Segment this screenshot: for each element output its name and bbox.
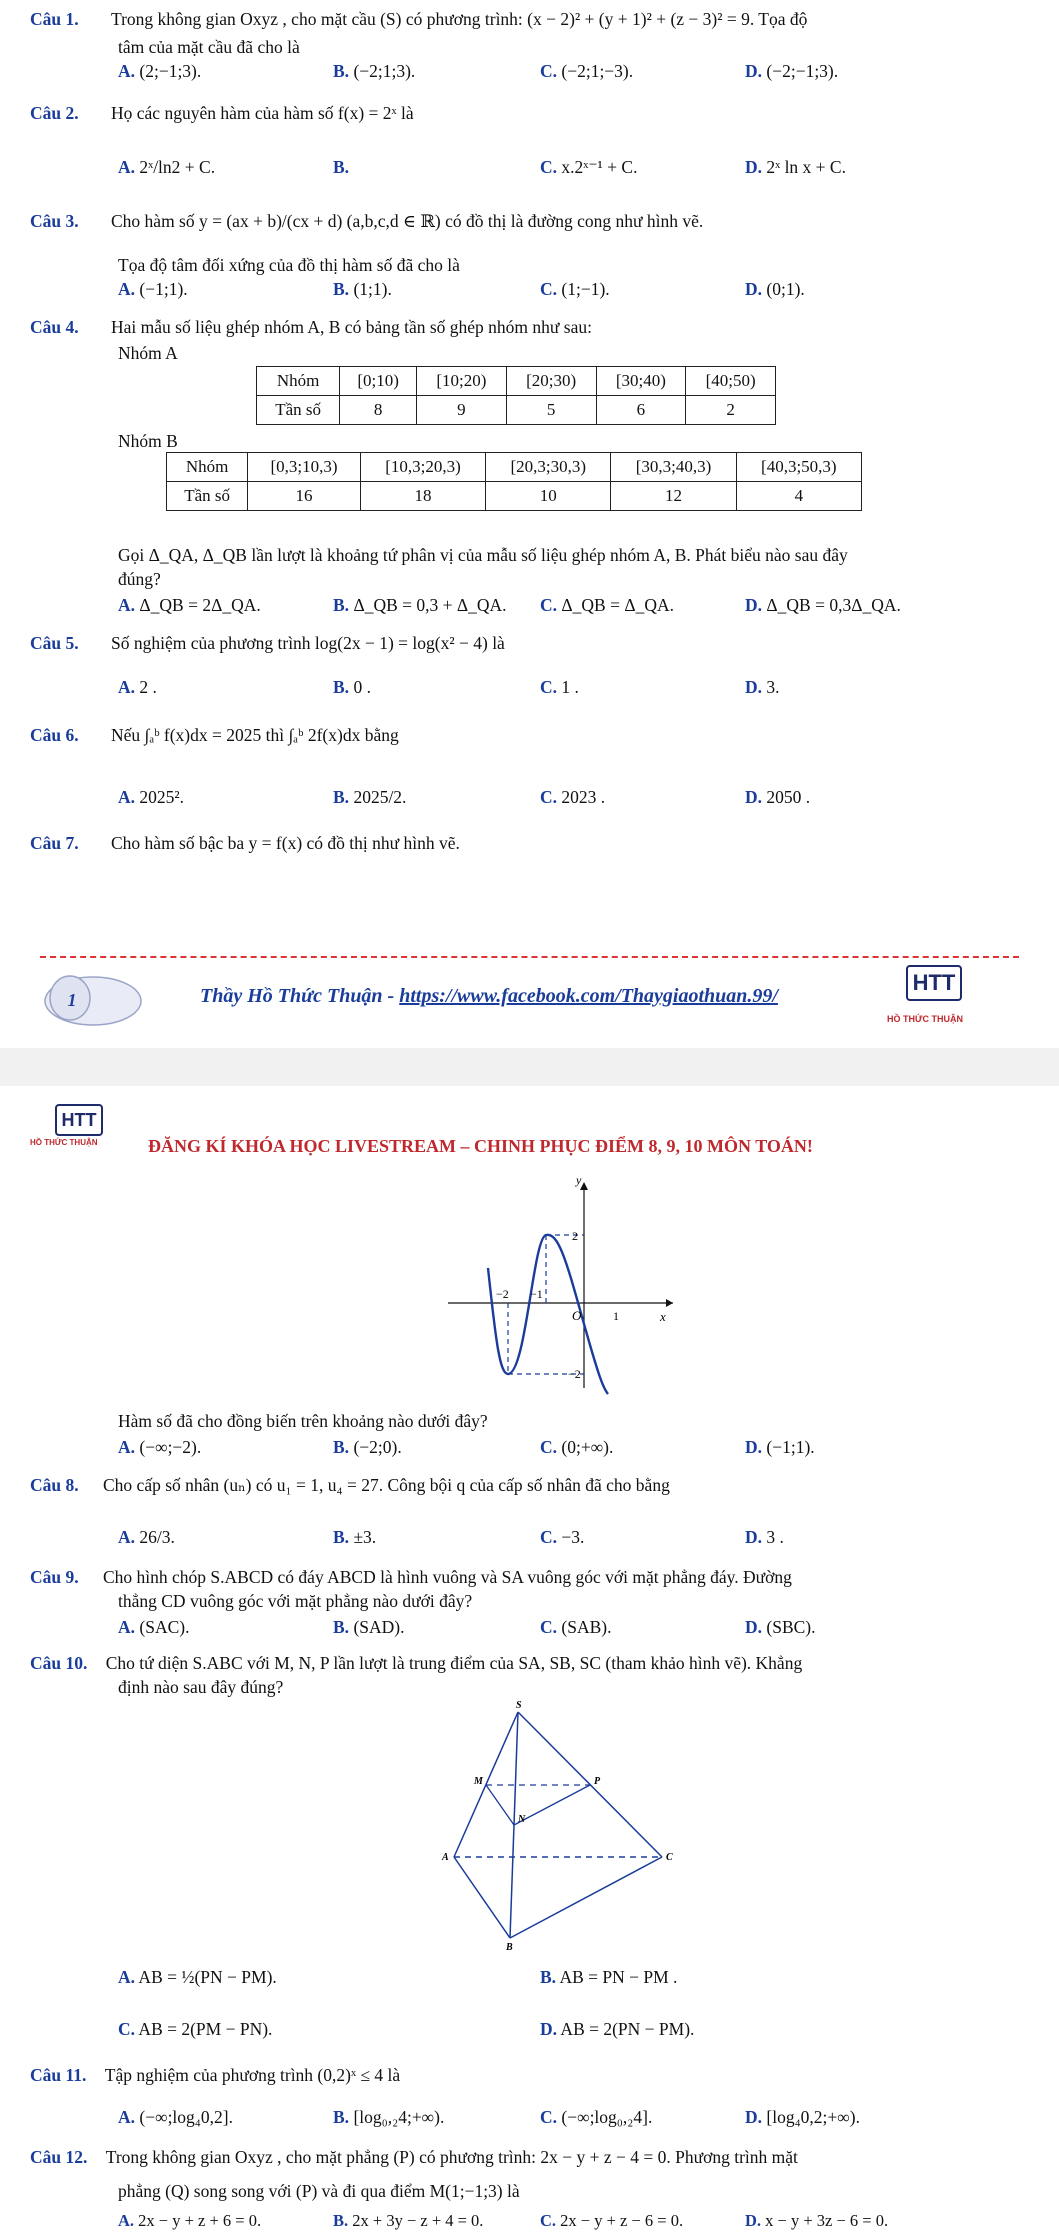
- q10-label: Câu 10.: [30, 1653, 88, 1673]
- q5-text: Số nghiệm của phương trình log(2x − 1) = log(x² − 4) là: [111, 633, 505, 653]
- label-s: S: [516, 1700, 522, 1711]
- table-cell: Tần số: [167, 482, 248, 511]
- label-x-neg-one: −1: [530, 1287, 543, 1301]
- q6-option-a[interactable]: A. 2025².: [118, 787, 185, 807]
- footer-author-line: [200, 985, 778, 1008]
- page-number-badge: [38, 968, 148, 1030]
- q2-option-a[interactable]: A. 2ˣ/ln2 + C.: [118, 157, 216, 177]
- q5-option-a[interactable]: A. 2 .: [118, 677, 157, 697]
- footer-facebook-link[interactable]: https://www.facebook.com/Thaygiaothuan.99/: [399, 985, 778, 1007]
- table-cell: 18: [360, 482, 485, 511]
- edge-bc: [510, 1857, 662, 1938]
- q7-option-b[interactable]: B. (−2;0).: [333, 1437, 402, 1457]
- footer-logo: [906, 965, 962, 1001]
- q12-option-c[interactable]: C. 2x − y + z − 6 = 0.: [540, 2211, 684, 2230]
- banner-text: ĐĂNG KÍ KHÓA HỌC LIVESTREAM – CHINH PHỤC ĐIỂM 8, 9, 10 MÔN TOÁN!: [148, 1136, 813, 1156]
- table-row: [167, 482, 862, 511]
- q4-text2: Gọi Δ_QA, Δ_QB lần lượt là khoảng tứ phân vị của mẫu số liệu ghép nhóm A, B. Phát biểu nào sau đây: [118, 545, 848, 565]
- q2-text: Họ các nguyên hàm của hàm số f(x) = 2ˣ là: [111, 103, 414, 123]
- page-number: 1: [67, 990, 77, 1010]
- q4-label: Câu 4.: [30, 317, 79, 337]
- q11-option-d[interactable]: D. [log₄0,2;+∞).: [745, 2107, 860, 2127]
- q4-option-a[interactable]: A. Δ_QB = 2Δ_QA.: [118, 595, 261, 615]
- banner-logo-caption: HỒ THỨC THUẬN: [30, 1138, 98, 1147]
- q3-option-c[interactable]: C. (1;−1).: [540, 279, 610, 299]
- table-row: [257, 367, 776, 396]
- label-y: y: [576, 1178, 582, 1187]
- page-separator: [0, 1048, 1059, 1086]
- q7-text: Cho hàm số bậc ba y = f(x) có đồ thị như hình vẽ.: [111, 833, 460, 853]
- q4-table-b: [166, 452, 862, 511]
- label-p: P: [594, 1776, 601, 1787]
- q10-option-d[interactable]: D. AB = 2(PN − PM).: [540, 2019, 695, 2039]
- q6-stem: [30, 724, 399, 746]
- table-cell: 8: [340, 396, 417, 425]
- q9-option-a[interactable]: A. (SAC).: [118, 1617, 190, 1637]
- q10-option-a[interactable]: A. AB = ½(PN − PM).: [118, 1967, 277, 1987]
- q3-label: Câu 3.: [30, 211, 79, 231]
- table-cell: 6: [596, 396, 686, 425]
- q2-label: Câu 2.: [30, 103, 79, 123]
- q9-stem: [30, 1566, 792, 1588]
- table-cell: Tần số: [257, 396, 340, 425]
- table-cell: Nhóm: [257, 367, 340, 396]
- q11-option-c[interactable]: C. (−∞;log₀,₂4].: [540, 2107, 653, 2127]
- q4-table-a: [256, 366, 776, 425]
- q8-option-b[interactable]: B. ±3.: [333, 1527, 377, 1547]
- q10-stem: [30, 1652, 802, 1674]
- label-x: x: [660, 1309, 666, 1324]
- q4-text: Hai mẫu số liệu ghép nhóm A, B có bảng tần số ghép nhóm như sau:: [111, 317, 592, 337]
- q12-text2: phẳng (Q) song song với (P) và đi qua điểm M(1;−1;3) là: [118, 2181, 520, 2201]
- q1-stem: [30, 8, 807, 30]
- q8-stem: [30, 1474, 670, 1496]
- label-x-neg-two: −2: [496, 1287, 509, 1301]
- label-a: A: [442, 1852, 449, 1863]
- q4-option-b[interactable]: B. Δ_QB = 0,3 + Δ_QA.: [333, 595, 507, 615]
- q6-text: Nếu ∫ₐᵇ f(x)dx = 2025 thì ∫ₐᵇ 2f(x)dx bằng: [111, 725, 399, 745]
- table-cell: [20;30): [506, 367, 596, 396]
- q10-option-b[interactable]: B. AB = PN − PM .: [540, 1967, 678, 1987]
- table-cell: [0;10): [340, 367, 417, 396]
- label-n: N: [518, 1814, 526, 1825]
- q12-option-d[interactable]: D. x − y + 3z − 6 = 0.: [745, 2211, 889, 2230]
- q7-text2: Hàm số đã cho đồng biến trên khoảng nào dưới đây?: [118, 1411, 488, 1431]
- q10-tetrahedron-figure: [440, 1700, 680, 1950]
- q11-label: Câu 11.: [30, 2065, 87, 2085]
- q8-option-c[interactable]: C. −3.: [540, 1527, 585, 1547]
- table-cell: 12: [611, 482, 736, 511]
- table-cell: [40,3;50,3): [736, 453, 861, 482]
- q4-text3: đúng?: [118, 569, 161, 589]
- banner-logo: [55, 1104, 103, 1136]
- q9-label: Câu 9.: [30, 1567, 79, 1587]
- footer-author: Thầy Hồ Thức Thuận -: [200, 985, 400, 1007]
- q4-group-a-title: Nhóm A: [118, 343, 178, 363]
- q1-text: Trong không gian Oxyz , cho mặt cầu (S) có phương trình: (x − 2)² + (y + 1)² + (z − 3)² = 9. Tọa độ: [111, 9, 808, 29]
- q1-option-c[interactable]: C. (−2;1;−3).: [540, 61, 634, 81]
- x-axis-arrow-icon: [666, 1299, 673, 1307]
- q11-text: Tập nghiệm của phương trình (0,2)ˣ ≤ 4 là: [104, 2065, 401, 2085]
- q4-option-d[interactable]: D. Δ_QB = 0,3Δ_QA.: [745, 595, 901, 615]
- banner-logo-text: HTT: [61, 1110, 97, 1130]
- q1-option-d[interactable]: D. (−2;−1;3).: [745, 61, 839, 81]
- q11-option-a[interactable]: A. (−∞;log₄0,2].: [118, 2107, 233, 2127]
- q8-text: Cho cấp số nhân (uₙ) có u₁ = 1, u₄ = 27. Công bội q của cấp số nhân đã cho bằng: [103, 1475, 670, 1495]
- q9-option-d[interactable]: D. (SBC).: [745, 1617, 816, 1637]
- q7-option-a[interactable]: A. (−∞;−2).: [118, 1437, 202, 1457]
- table-row: [257, 396, 776, 425]
- q7-graph: [448, 1178, 678, 1396]
- table-cell: [10,3;20,3): [360, 453, 485, 482]
- table-cell: [20,3;30,3): [486, 453, 611, 482]
- q8-label: Câu 8.: [30, 1475, 79, 1495]
- q3-text2: Tọa độ tâm đối xứng của đồ thị hàm số đã cho là: [118, 255, 460, 275]
- q4-stem: [30, 316, 592, 338]
- table-cell: [30;40): [596, 367, 686, 396]
- edge-ab: [454, 1857, 510, 1938]
- label-y-neg-two: −2: [568, 1367, 581, 1381]
- cubic-curve: [488, 1235, 608, 1394]
- table-cell: 2: [686, 396, 776, 425]
- q10-option-c[interactable]: C. AB = 2(PM − PN).: [118, 2019, 273, 2039]
- footer-divider: [40, 956, 1019, 958]
- q12-option-a[interactable]: A. 2x − y + z + 6 = 0.: [118, 2211, 262, 2230]
- q3-stem: [30, 210, 703, 232]
- q4-group-b-title: Nhóm B: [118, 431, 178, 451]
- table-cell: [30,3;40,3): [611, 453, 736, 482]
- q3-option-a[interactable]: A. (−1;1).: [118, 279, 188, 299]
- q5-label: Câu 5.: [30, 633, 79, 653]
- q3-text: Cho hàm số y = (ax + b)/(cx + d) (a,b,c,d ∈ ℝ) có đồ thị là đường cong như hình vẽ.: [111, 211, 704, 231]
- table-cell: 5: [506, 396, 596, 425]
- q5-option-d[interactable]: D. 3.: [745, 677, 780, 697]
- q10-text2: định nào sau đây đúng?: [118, 1677, 284, 1697]
- q3-option-b[interactable]: B. (1;1).: [333, 279, 392, 299]
- q1-text2: tâm của mặt cầu đã cho là: [118, 37, 300, 57]
- q10-text: Cho tứ diện S.ABC với M, N, P lần lượt là trung điểm của SA, SB, SC (tham khảo hình vẽ). Khẳng: [105, 1653, 803, 1673]
- q8-option-d[interactable]: D. 3 .: [745, 1527, 784, 1547]
- q2-option-d[interactable]: D. 2ˣ ln x + C.: [745, 157, 846, 177]
- q7-option-c[interactable]: C. (0;+∞).: [540, 1437, 614, 1457]
- q9-option-c[interactable]: C. (SAB).: [540, 1617, 612, 1637]
- label-c: C: [666, 1852, 673, 1863]
- table-cell: 10: [486, 482, 611, 511]
- q12-stem: [30, 2146, 798, 2168]
- q7-stem: [30, 832, 460, 854]
- q11-option-b[interactable]: B. [log₀,₂4;+∞).: [333, 2107, 445, 2127]
- q6-option-b[interactable]: B. 2025/2.: [333, 787, 407, 807]
- q6-label: Câu 6.: [30, 725, 79, 745]
- q5-stem: [30, 632, 505, 654]
- q1-label: Câu 1.: [30, 9, 79, 29]
- q9-text2: thẳng CD vuông góc với mặt phẳng nào dưới đây?: [118, 1591, 473, 1611]
- table-cell: Nhóm: [167, 453, 248, 482]
- label-x-one: 1: [613, 1309, 619, 1323]
- q12-text: Trong không gian Oxyz , cho mặt phẳng (P) có phương trình: 2x − y + z − 4 = 0. Phương trình mặt: [105, 2147, 798, 2167]
- table-cell: [10;20): [417, 367, 507, 396]
- q11-stem: [30, 2064, 400, 2086]
- q12-option-b[interactable]: B. 2x + 3y − z + 4 = 0.: [333, 2211, 484, 2230]
- label-origin: O: [572, 1308, 582, 1323]
- q6-option-d[interactable]: D. 2050 .: [745, 787, 811, 807]
- q7-label: Câu 7.: [30, 833, 79, 853]
- q1-option-b[interactable]: B. (−2;1;3).: [333, 61, 416, 81]
- footer-logo-text: HTT: [912, 970, 956, 995]
- table-row: [167, 453, 862, 482]
- q9-option-b[interactable]: B. (SAD).: [333, 1617, 405, 1637]
- q2-option-c[interactable]: C. x.2ˣ⁻¹ + C.: [540, 157, 638, 177]
- table-cell: 16: [248, 482, 361, 511]
- q7-option-d[interactable]: D. (−1;1).: [745, 1437, 815, 1457]
- table-cell: [40;50): [686, 367, 776, 396]
- q12-label: Câu 12.: [30, 2147, 88, 2167]
- table-cell: 4: [736, 482, 861, 511]
- label-m: M: [474, 1776, 483, 1787]
- table-cell: [0,3;10,3): [248, 453, 361, 482]
- label-y-two: 2: [572, 1229, 578, 1243]
- q5-option-b[interactable]: B. 0 .: [333, 677, 371, 697]
- q5-option-c[interactable]: C. 1 .: [540, 677, 579, 697]
- segment-np: [514, 1785, 590, 1825]
- label-b: B: [506, 1942, 513, 1950]
- segment-mn: [486, 1785, 514, 1825]
- q9-text: Cho hình chóp S.ABCD có đáy ABCD là hình vuông và SA vuông góc với mặt phẳng đáy. Đường: [103, 1567, 792, 1587]
- q6-option-c[interactable]: C. 2023 .: [540, 787, 606, 807]
- table-cell: 9: [417, 396, 507, 425]
- q2-stem: [30, 102, 414, 124]
- q1-option-a[interactable]: A. (2;−1;3).: [118, 61, 202, 81]
- q8-option-a[interactable]: A. 26/3.: [118, 1527, 175, 1547]
- q4-option-c[interactable]: C. Δ_QB = Δ_QA.: [540, 595, 674, 615]
- footer-logo-caption: HỒ THỨC THUẬN: [887, 1014, 963, 1024]
- q3-option-d[interactable]: D. (0;1).: [745, 279, 805, 299]
- q2-option-b[interactable]: B.: [333, 157, 350, 177]
